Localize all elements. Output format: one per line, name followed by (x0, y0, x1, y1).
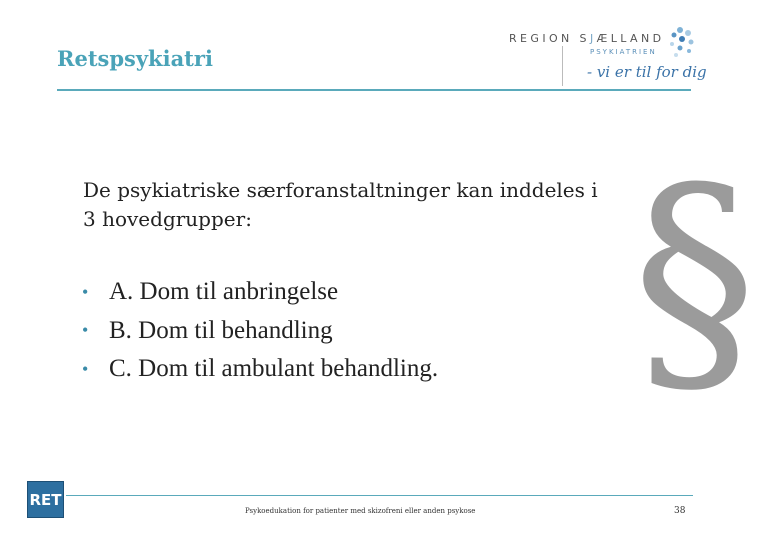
list-item: • C. Dom til ambulant behandling. (82, 355, 439, 383)
region-sjaelland-logo (505, 26, 707, 88)
page-number: 38 (674, 506, 686, 516)
footer-divider (66, 495, 693, 496)
list-item: • B. Dom til behandling (82, 316, 333, 344)
intro-text: De psykiatriske særforanstaltninger kan inddeles i 3 hovedgrupper: (83, 178, 598, 231)
footer-text: Psykoedukation for patienter med skizofreni eller anden psykose (245, 507, 476, 515)
logo-divider (562, 46, 563, 86)
bullet-icon: • (82, 281, 89, 302)
logo-region-text: REGION SJÆLLAND (509, 32, 665, 45)
bullet-icon: • (82, 320, 89, 341)
ret-badge: RET (27, 481, 64, 518)
logo-subtitle: PSYKIATRIEN (590, 48, 657, 56)
list-item: • A. Dom til anbringelse (82, 278, 339, 306)
bullet-list (82, 273, 438, 389)
slide-title: Retspsykiatri (57, 46, 213, 71)
logo-dots-icon (660, 26, 696, 62)
paragraph-sign-icon: § (632, 134, 757, 425)
logo-tagline: - vi er til for dig (587, 63, 707, 81)
header-divider (57, 89, 691, 91)
bullet-icon: • (82, 358, 89, 379)
